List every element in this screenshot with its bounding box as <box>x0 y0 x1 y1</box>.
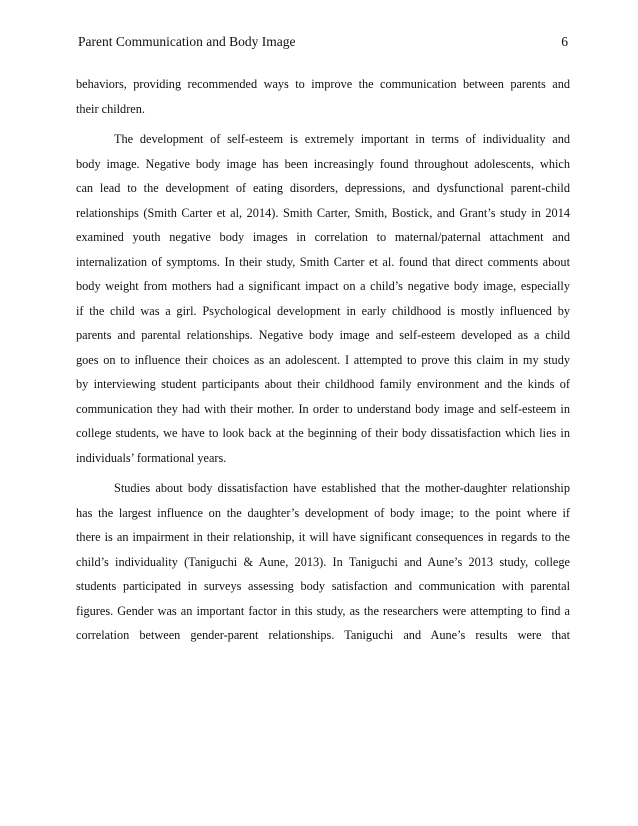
running-head-title: Parent Communication and Body Image <box>78 34 296 49</box>
text-line: relationships (Smith Carter et al, 2014). Smith Carter, Smith, Bostick, and Grant’s study in 2014 <box>76 205 570 220</box>
page-number: 6 <box>561 34 568 49</box>
text-line: individuals’ formational years. <box>76 450 227 465</box>
body-text <box>76 72 570 648</box>
text-line: college students, we have to look back at the beginning of their body dissatisfaction which lies in <box>76 426 570 440</box>
text-line: parents and parental relationships. Negative body image and self-esteem developed as a child <box>76 328 570 342</box>
paragraph-first-line: Studies about body dissatisfaction have established that the mother-daughter relationship <box>114 481 570 495</box>
text-line: correlation between gender-parent relationships. Taniguchi and Aune’s results were that <box>76 628 570 642</box>
text-line: figures. Gender was an important factor in this study, as the researchers were attempting to find a <box>76 603 570 618</box>
text-line: examined youth negative body images in correlation to maternal/paternal attachment and <box>76 230 570 244</box>
text-line: by interviewing student participants about their childhood family environment and the kinds of <box>76 377 570 391</box>
text-line: behaviors, providing recommended ways to improve the communication between parents and <box>76 77 570 91</box>
text-line: students participated in surveys assessing body satisfaction and communication with parental <box>76 579 570 593</box>
text-line: can lead to the development of eating disorders, depressions, and dysfunctional parent-child <box>76 181 570 195</box>
text-line: communication they had with their mother. In order to understand body image and self-esteem in <box>76 401 570 416</box>
paragraph-first-line: The development of self-esteem is extremely important in terms of individuality and <box>114 132 570 146</box>
text-line: their children. <box>76 101 145 116</box>
text-line: child’s individuality (Taniguchi & Aune, 2013). In Taniguchi and Aune’s 2013 study, college <box>76 554 570 569</box>
text-line: body image. Negative body image has been increasingly found throughout adolescents, which <box>76 156 570 171</box>
text-line: if the child was a girl. Psychological development in early childhood is mostly influenced by <box>76 303 570 318</box>
text-line: body weight from mothers had a significant impact on a child’s negative body image, especially <box>76 279 570 293</box>
text-line: there is an impairment in their relationship, it will have significant consequences in regards to the <box>76 530 570 544</box>
text-line: has the largest influence on the daughter’s development of body image; to the point where if <box>76 505 570 520</box>
text-line: internalization of symptoms. In their study, Smith Carter et al. found that direct comments about <box>76 254 570 269</box>
running-head <box>78 34 568 54</box>
text-line: goes on to influence their choices as an adolescent. I attempted to prove this claim in my study <box>76 352 570 367</box>
